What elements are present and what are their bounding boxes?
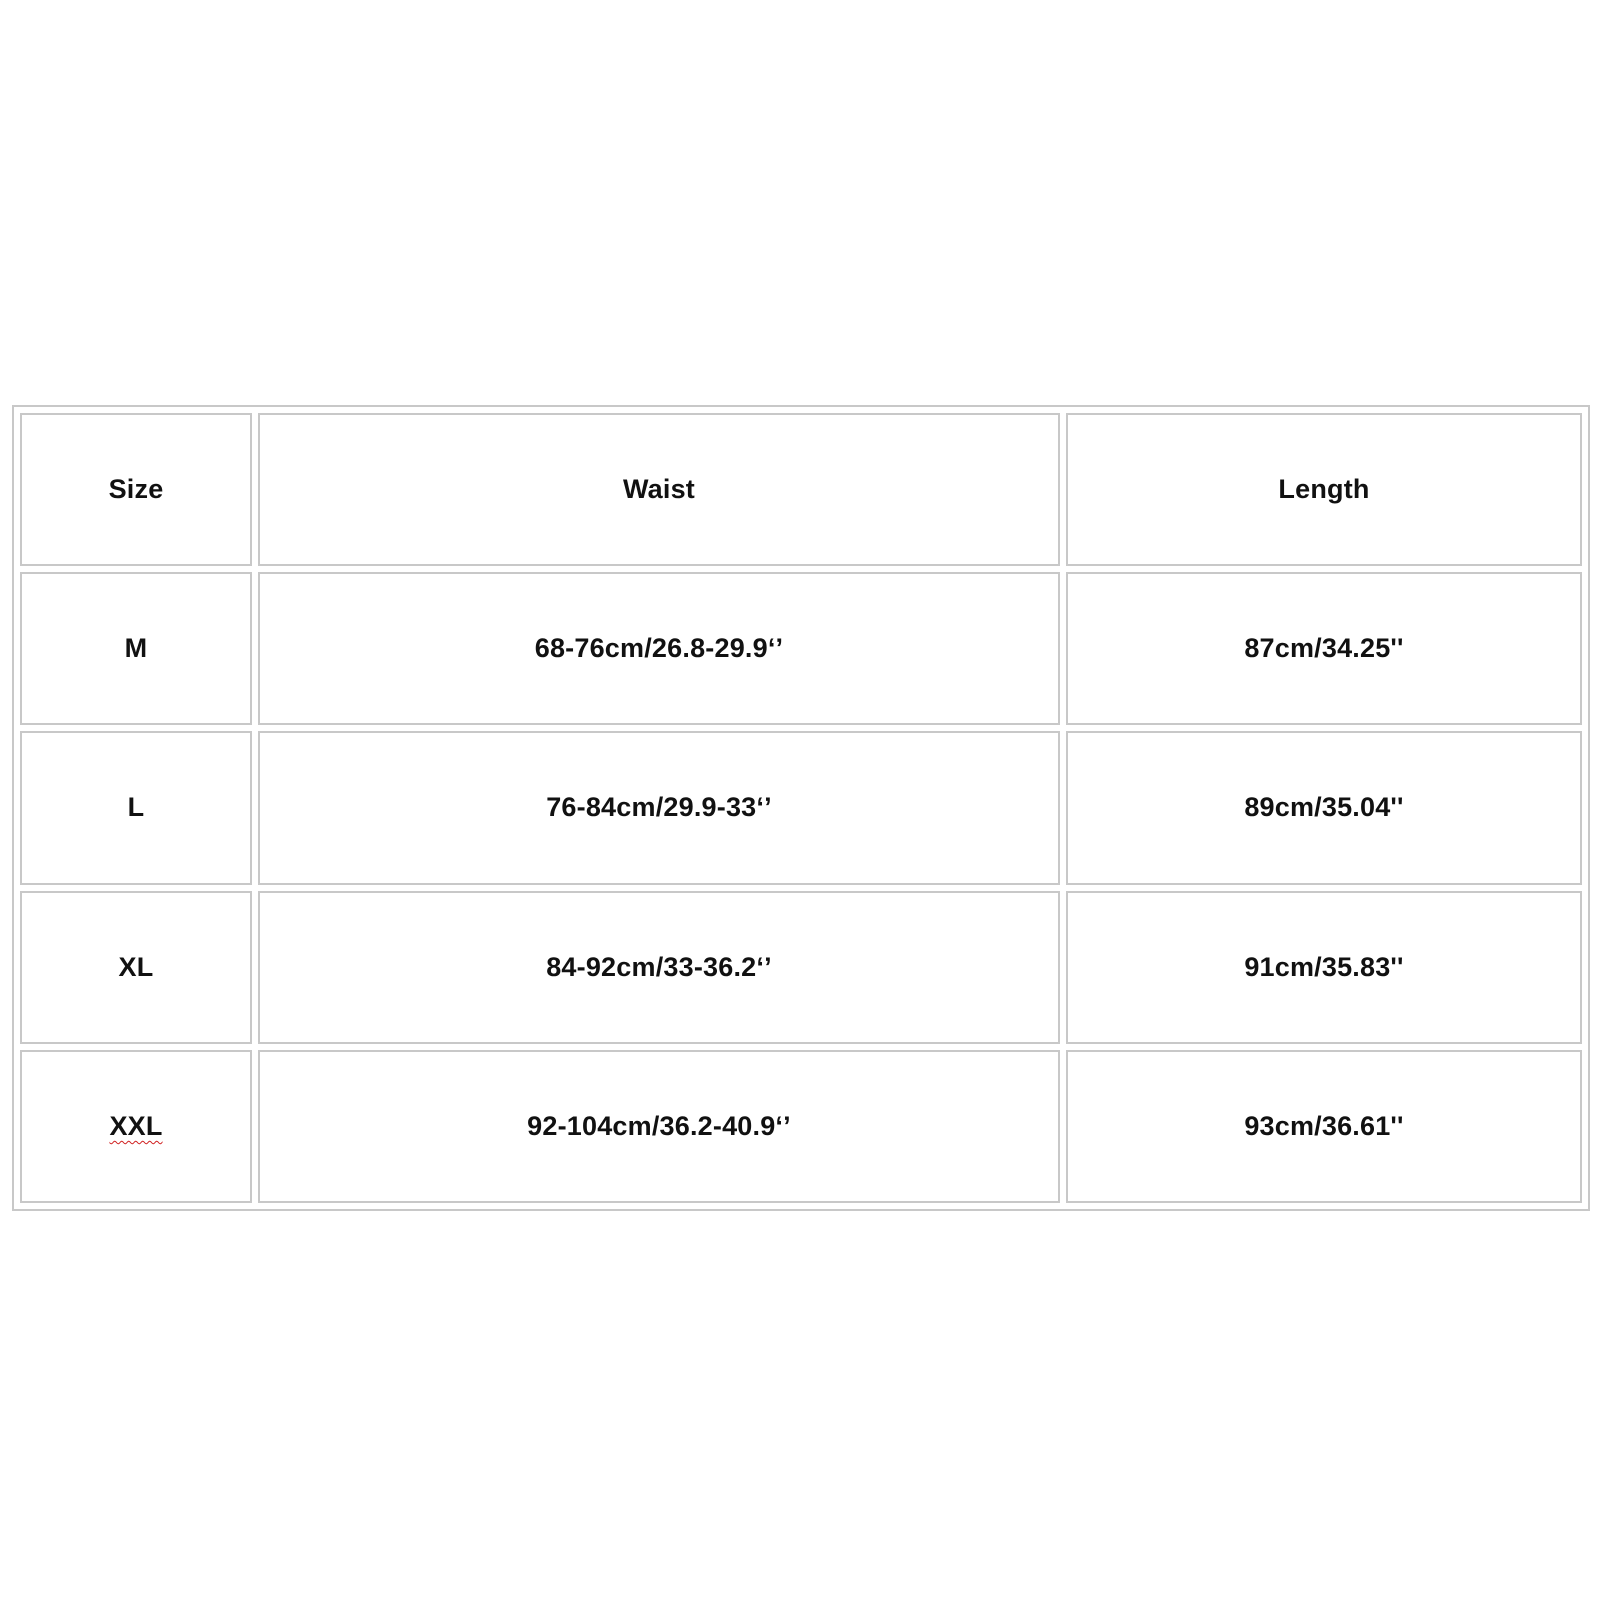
waist-cell: 76-84cm/29.9-33‘’ xyxy=(258,731,1060,884)
length-cell: 89cm/35.04'' xyxy=(1066,731,1582,884)
size-chart-table xyxy=(12,405,1590,1211)
size-label-spellcheck: XXL xyxy=(109,1110,163,1141)
header-length: Length xyxy=(1066,413,1582,566)
header-row xyxy=(20,413,1582,566)
length-cell: 87cm/34.25'' xyxy=(1066,572,1582,725)
waist-cell: 84-92cm/33-36.2‘’ xyxy=(258,891,1060,1044)
header-waist: Waist xyxy=(258,413,1060,566)
length-cell: 93cm/36.61'' xyxy=(1066,1050,1582,1203)
table-row xyxy=(20,731,1582,884)
waist-cell: 68-76cm/26.8-29.9‘’ xyxy=(258,572,1060,725)
size-cell: M xyxy=(20,572,252,725)
size-cell: L xyxy=(20,731,252,884)
table-row xyxy=(20,1050,1582,1203)
size-cell xyxy=(20,1050,252,1203)
size-cell: XL xyxy=(20,891,252,1044)
header-size: Size xyxy=(20,413,252,566)
table-row xyxy=(20,572,1582,725)
table-row xyxy=(20,891,1582,1044)
length-cell: 91cm/35.83'' xyxy=(1066,891,1582,1044)
waist-cell: 92-104cm/36.2-40.9‘’ xyxy=(258,1050,1060,1203)
